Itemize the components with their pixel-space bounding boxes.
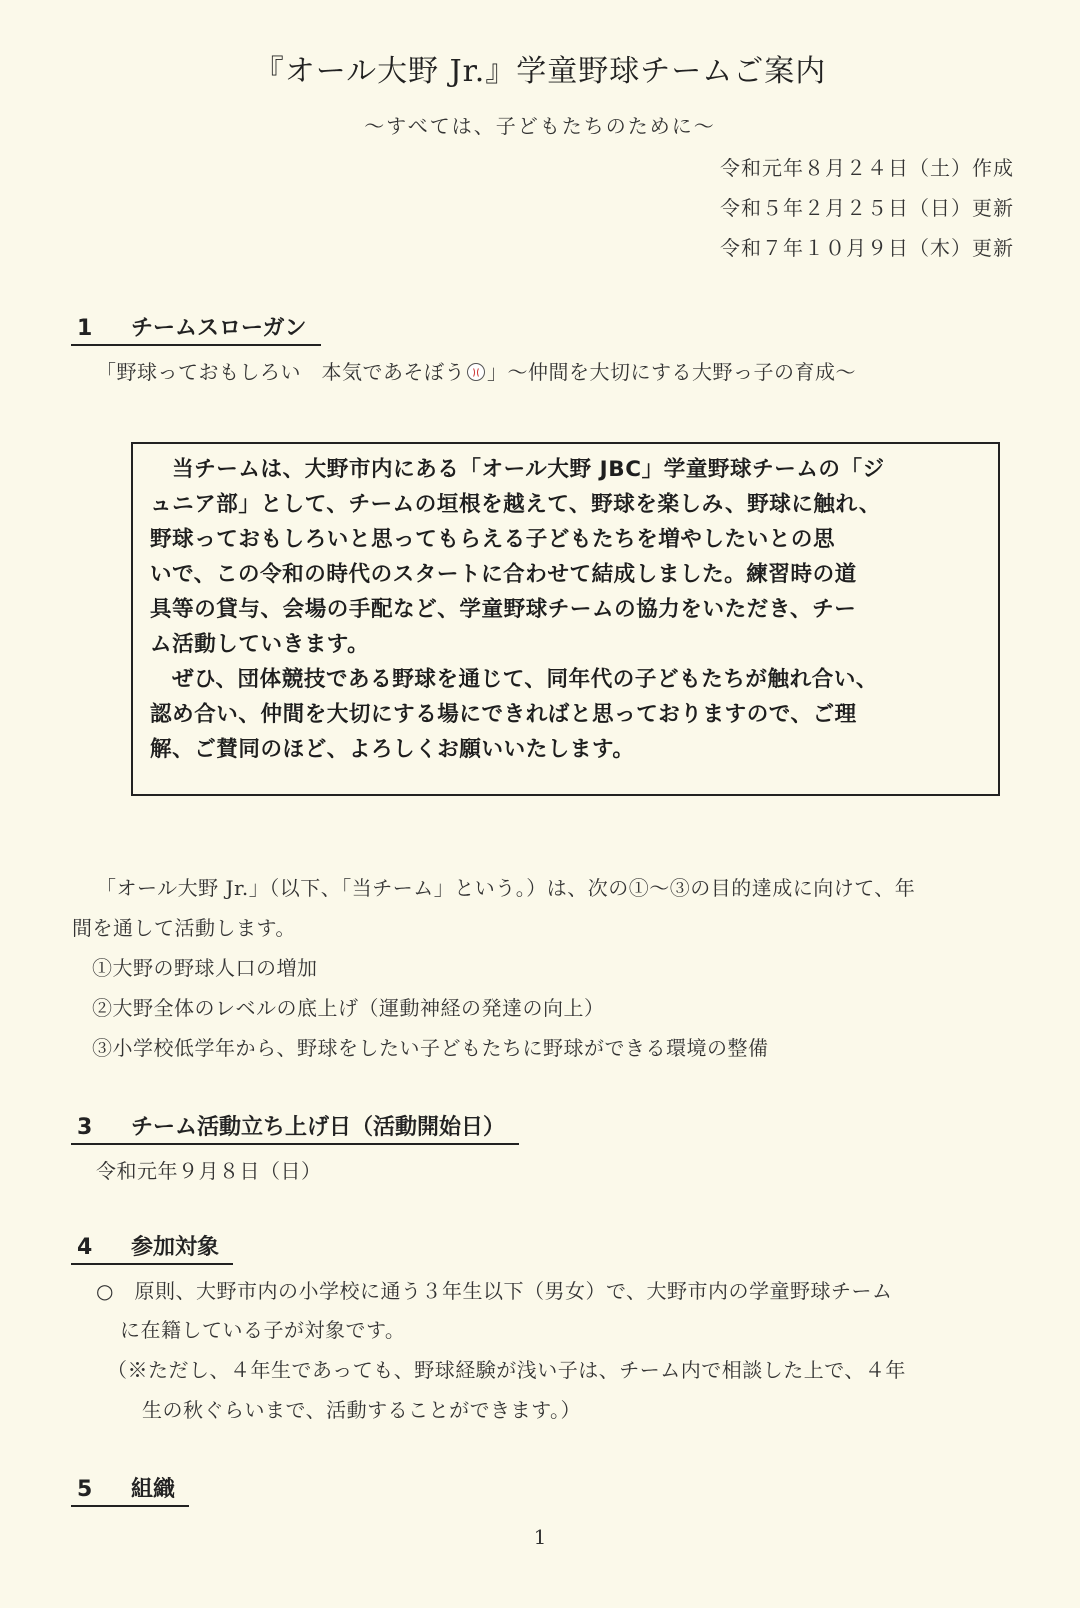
section-title: チーム活動立ち上げ日（活動開始日） xyxy=(131,1115,506,1140)
intro-line: 当チームは、大野市内にある「オール大野 JBC」学童野球チームの「ジ xyxy=(150,457,885,482)
baseball-icon xyxy=(467,363,485,381)
intro-line: 具等の貸与、会場の手配など、学童野球チームの協力をいただき、チー xyxy=(150,597,857,622)
date-updated-2: 令和７年１０月９日（木）更新 xyxy=(720,236,1014,260)
purpose-item: ①大野の野球人口の増加 xyxy=(92,956,318,980)
purpose-item: ②大野全体のレベルの底上げ（運動神経の発達の向上） xyxy=(92,996,605,1020)
intro-line: 野球っておもしろいと思ってもらえる子どもたちを増やしたいとの思 xyxy=(150,527,836,552)
section-title: 組織 xyxy=(131,1477,176,1502)
purpose-line-2: 間を通して活動します。 xyxy=(72,916,296,940)
start-date: 令和元年９月８日（日） xyxy=(96,1159,322,1183)
slogan-text-b: 」～仲間を大切にする大野っ子の育成～ xyxy=(487,360,856,384)
intro-line: 解、ご賛同のほど、よろしくお願いいたします。 xyxy=(150,737,635,762)
purpose-item: ③小学校低学年から、野球をしたい子どもたちに野球ができる環境の整備 xyxy=(92,1036,769,1060)
section-number: 4 xyxy=(77,1235,93,1260)
section-title: チームスローガン xyxy=(131,316,307,341)
eligibility-line-2: に在籍している子が対象です。 xyxy=(120,1318,406,1342)
intro-line: ぜひ、団体競技である野球を通じて、同年代の子どもたちが触れ合い、 xyxy=(150,667,879,692)
date-updated-1: 令和５年２月２５日（日）更新 xyxy=(720,196,1014,220)
intro-line: いで、この令和の時代のスタートに合わせて結成しました。練習時の道 xyxy=(150,562,857,587)
document-title: 『オール大野 Jr.』学童野球チームご案内 xyxy=(253,54,827,89)
section-3-heading xyxy=(71,1110,519,1145)
date-created: 令和元年８月２４日（土）作成 xyxy=(720,156,1014,180)
eligibility-line-1: ○ 原則、大野市内の小学校に通う３年生以下（男女）で、大野市内の学童野球チーム xyxy=(96,1279,893,1303)
intro-line: ム活動していきます。 xyxy=(150,632,370,657)
intro-line: ュニア部」として、チームの垣根を越えて、野球を楽しみ、野球に触れ、 xyxy=(150,492,882,517)
section-number: 3 xyxy=(77,1115,93,1140)
section-number: 1 xyxy=(77,316,93,341)
section-1-heading xyxy=(71,311,321,346)
slogan xyxy=(96,356,856,385)
document-subtitle: ～すべては、子どもたちのために～ xyxy=(364,114,716,138)
eligibility-note-2: 生の秋ぐらいまで、活動することができます。） xyxy=(142,1398,581,1422)
page-number: 1 xyxy=(533,1525,547,1549)
section-5-heading xyxy=(71,1472,189,1507)
slogan-text-a: 「野球っておもしろい 本気であそぼう xyxy=(96,360,465,384)
section-4-heading xyxy=(71,1230,233,1265)
intro-line: 認め合い、仲間を大切にする場にできればと思っておりますので、ご理 xyxy=(150,702,857,727)
section-number: 5 xyxy=(77,1477,93,1502)
eligibility-note-1: （※ただし、４年生であっても、野球経験が浅い子は、チーム内で相談した上で、４年 xyxy=(107,1358,906,1382)
section-title: 参加対象 xyxy=(131,1235,220,1260)
purpose-line-1: 「オール大野 Jr.」（以下、「当チーム」という。）は、次の①～③の目的達成に向けて、年 xyxy=(96,876,916,900)
intro-box xyxy=(131,442,1000,796)
